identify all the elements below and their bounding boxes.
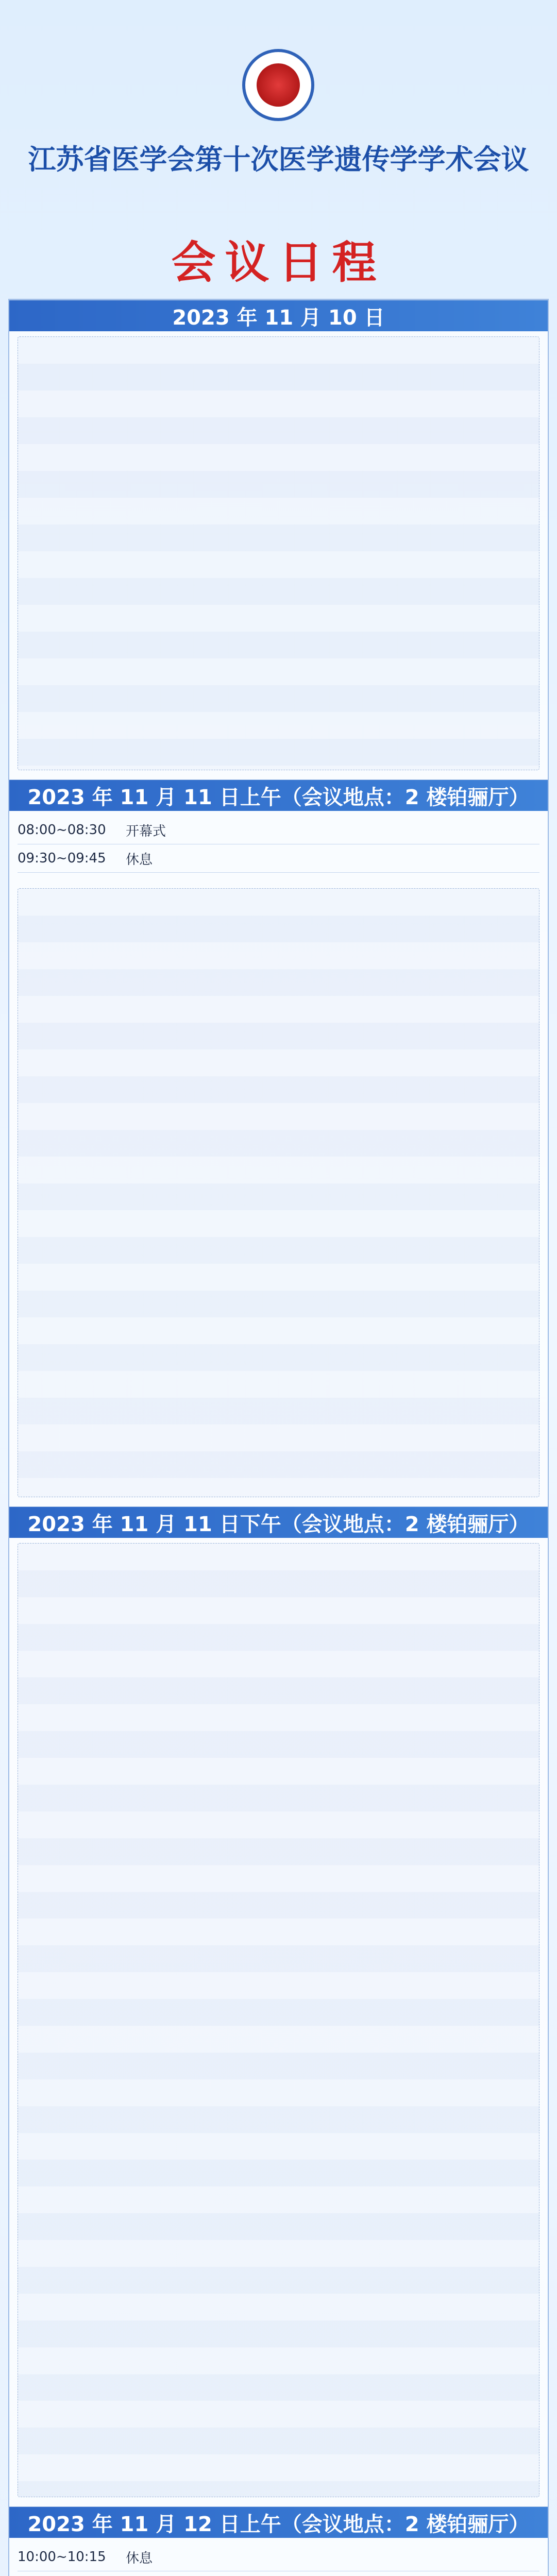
day2-morning-known-rows [9, 811, 548, 883]
day1-content-pending-transcription [18, 336, 539, 770]
schedule-panel [8, 299, 549, 2576]
conference-title: 江苏省医学会第十次医学遗传学学术会议 [28, 143, 529, 176]
agenda-time: 08:00~08:30 [18, 822, 106, 838]
agenda-description: 休息 [126, 852, 153, 868]
agenda-description: 开幕式 [126, 823, 166, 839]
day2-afternoon-content-pending-transcription [18, 1543, 539, 2497]
day2-morning-content-pending-transcription [18, 888, 539, 1497]
day2-afternoon-section [9, 1506, 548, 2497]
day2-morning-section [9, 779, 548, 1497]
agenda-time: 10:00~10:15 [18, 2549, 106, 2565]
day1-section [9, 300, 548, 770]
logo-center [257, 63, 300, 107]
day3-morning-known-rows [9, 2538, 548, 2576]
header [0, 0, 557, 309]
agenda-description: 休息 [126, 2550, 153, 2566]
association-logo-seal [242, 49, 314, 121]
agenda-heading: 会议日程 [171, 236, 386, 289]
agenda-row [18, 2543, 539, 2571]
day2-afternoon-date-bar: 2023 年 11 月 11 日下午（会议地点：2 楼铂骊厅） [9, 1507, 548, 1538]
agenda-time: 09:30~09:45 [18, 851, 106, 866]
day3-morning-date-bar: 2023 年 11 月 12 日上午（会议地点：2 楼铂骊厅） [9, 2507, 548, 2538]
day2-morning-date-bar: 2023 年 11 月 11 日上午（会议地点：2 楼铂骊厅） [9, 780, 548, 811]
day1-date-bar: 2023 年 11 月 10 日 [9, 300, 548, 331]
agenda-row [18, 816, 539, 844]
agenda-row [18, 844, 539, 873]
day3-morning-section [9, 2506, 548, 2576]
agenda-row [18, 2571, 539, 2576]
